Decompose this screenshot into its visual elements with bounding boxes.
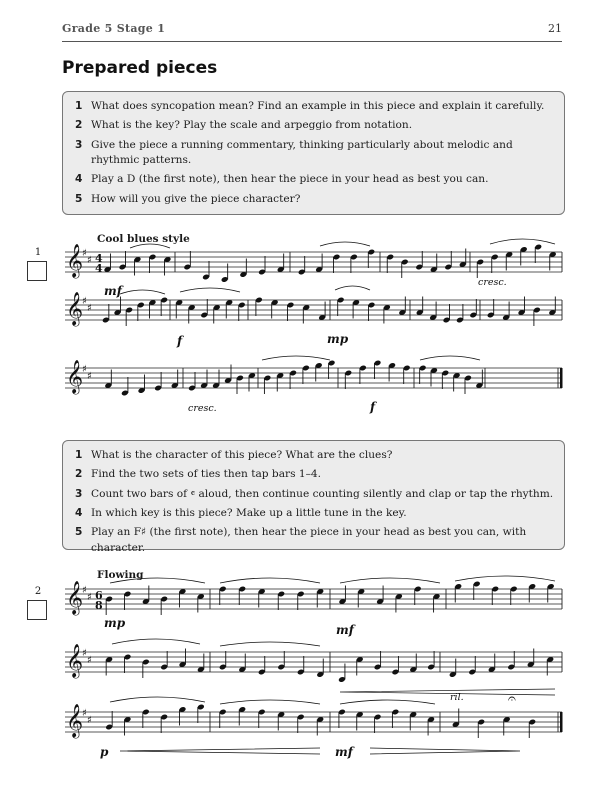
slur bbox=[455, 576, 555, 581]
slur bbox=[220, 578, 320, 583]
slur bbox=[335, 286, 370, 290]
question-text: How will you give the piece character? bbox=[91, 192, 301, 205]
key-sharp-c: ♯ bbox=[87, 255, 92, 266]
expression-cresc: cresc. bbox=[478, 277, 507, 288]
dynamic-p: p bbox=[100, 745, 109, 759]
question-number: 3 bbox=[75, 138, 83, 151]
fermata: 𝄐 bbox=[508, 691, 516, 707]
dynamic-mf: mf bbox=[335, 745, 353, 759]
key-sharp-f: ♯ bbox=[82, 585, 87, 596]
final-bar-thick bbox=[560, 712, 563, 732]
slur bbox=[110, 578, 205, 583]
question-text: What is the character of this piece? What are the clues? bbox=[91, 449, 393, 461]
treble-clef: 𝄞 bbox=[66, 580, 84, 614]
slur bbox=[420, 356, 480, 360]
question-text: Find the two sets of ties then tap bars 1–4. bbox=[91, 468, 322, 481]
question-number: 2 bbox=[75, 468, 83, 481]
treble-clef: 𝄞 bbox=[66, 643, 84, 677]
expression-cresc: cresc. bbox=[188, 403, 217, 414]
question-number: 5 bbox=[75, 192, 83, 205]
key-sharp-f: ♯ bbox=[82, 296, 87, 307]
question-text: In which key is this piece? Make up a little tune in the key. bbox=[91, 507, 407, 520]
page-number: 21 bbox=[548, 22, 562, 35]
question-number: 3 bbox=[75, 487, 83, 500]
key-sharp-c: ♯ bbox=[87, 303, 92, 314]
slur bbox=[120, 290, 165, 294]
piece-1-tempo: Cool blues style bbox=[97, 233, 190, 245]
section-title: Prepared pieces bbox=[62, 58, 218, 78]
question-text: Count two bars of 𝄴 aloud, then continue counting silently and clap or tap the rhythm. bbox=[91, 487, 554, 500]
diminuendo-hairpin bbox=[370, 748, 520, 754]
time-sig-bottom: 4 bbox=[95, 262, 103, 275]
crescendo-hairpin bbox=[120, 748, 320, 754]
question-number: 1 bbox=[75, 449, 83, 461]
piece-2-tempo: Flowing bbox=[97, 569, 144, 581]
key-sharp-f: ♯ bbox=[82, 648, 87, 659]
grade-stage-label: Grade 5 Stage 1 bbox=[62, 22, 166, 35]
slur bbox=[262, 356, 330, 360]
question-number: 4 bbox=[75, 507, 83, 520]
piece-number-1: 1 bbox=[34, 247, 42, 258]
question-text: What is the key? Play the scale and arpeggio from notation. bbox=[91, 119, 413, 132]
dynamic-mp: mp bbox=[327, 332, 349, 346]
treble-clef: 𝄞 bbox=[66, 359, 84, 393]
expression-ril: ril. bbox=[450, 692, 464, 703]
question-text: Play an F♯ (the first note), then hear the piece in your head as best you can, with character. bbox=[91, 526, 527, 554]
treble-clef: 𝄞 bbox=[66, 291, 84, 325]
dynamic-f: f bbox=[370, 400, 376, 414]
time-sig-top: 4 bbox=[95, 252, 103, 265]
dynamic-mp: mp bbox=[104, 616, 126, 630]
slur bbox=[220, 700, 320, 704]
key-sharp-f: ♯ bbox=[82, 708, 87, 719]
question-text: What does syncopation mean? Find an example in this piece and explain it carefully. bbox=[91, 100, 545, 112]
dynamic-mf: mf bbox=[104, 284, 122, 298]
question-number: 4 bbox=[75, 173, 83, 186]
slur bbox=[490, 239, 555, 244]
slur bbox=[112, 639, 200, 644]
question-number: 2 bbox=[75, 119, 83, 132]
slur bbox=[220, 642, 320, 646]
key-sharp-f: ♯ bbox=[82, 248, 87, 259]
question-number: 5 bbox=[75, 526, 83, 539]
key-sharp-c: ♯ bbox=[87, 371, 92, 382]
slur bbox=[130, 244, 170, 248]
time-sig-top: 6 bbox=[95, 589, 103, 602]
key-sharp-f: ♯ bbox=[82, 364, 87, 375]
key-sharp-c: ♯ bbox=[87, 592, 92, 603]
piece-number-2: 2 bbox=[34, 586, 42, 597]
question-text: Give the piece a running commentary, thinking particularly about melodic and rhythmic patterns. bbox=[91, 138, 513, 167]
question-number: 1 bbox=[75, 100, 83, 112]
question-text: Play a D (the first note), then hear the piece in your head as best you can. bbox=[91, 173, 489, 186]
time-sig-bottom: 8 bbox=[95, 599, 103, 612]
crescendo-hairpin bbox=[340, 689, 555, 695]
key-sharp-c: ♯ bbox=[87, 655, 92, 666]
slur bbox=[320, 242, 370, 246]
slur bbox=[340, 700, 435, 704]
treble-clef: 𝄞 bbox=[66, 243, 84, 277]
treble-clef: 𝄞 bbox=[66, 703, 84, 737]
dynamic-mf: mf bbox=[336, 623, 354, 637]
slur bbox=[340, 578, 440, 583]
slur bbox=[180, 288, 240, 292]
key-sharp-c: ♯ bbox=[87, 715, 92, 726]
dynamic-f: f bbox=[177, 334, 183, 348]
final-bar-thick bbox=[560, 368, 563, 388]
slur bbox=[110, 697, 205, 702]
